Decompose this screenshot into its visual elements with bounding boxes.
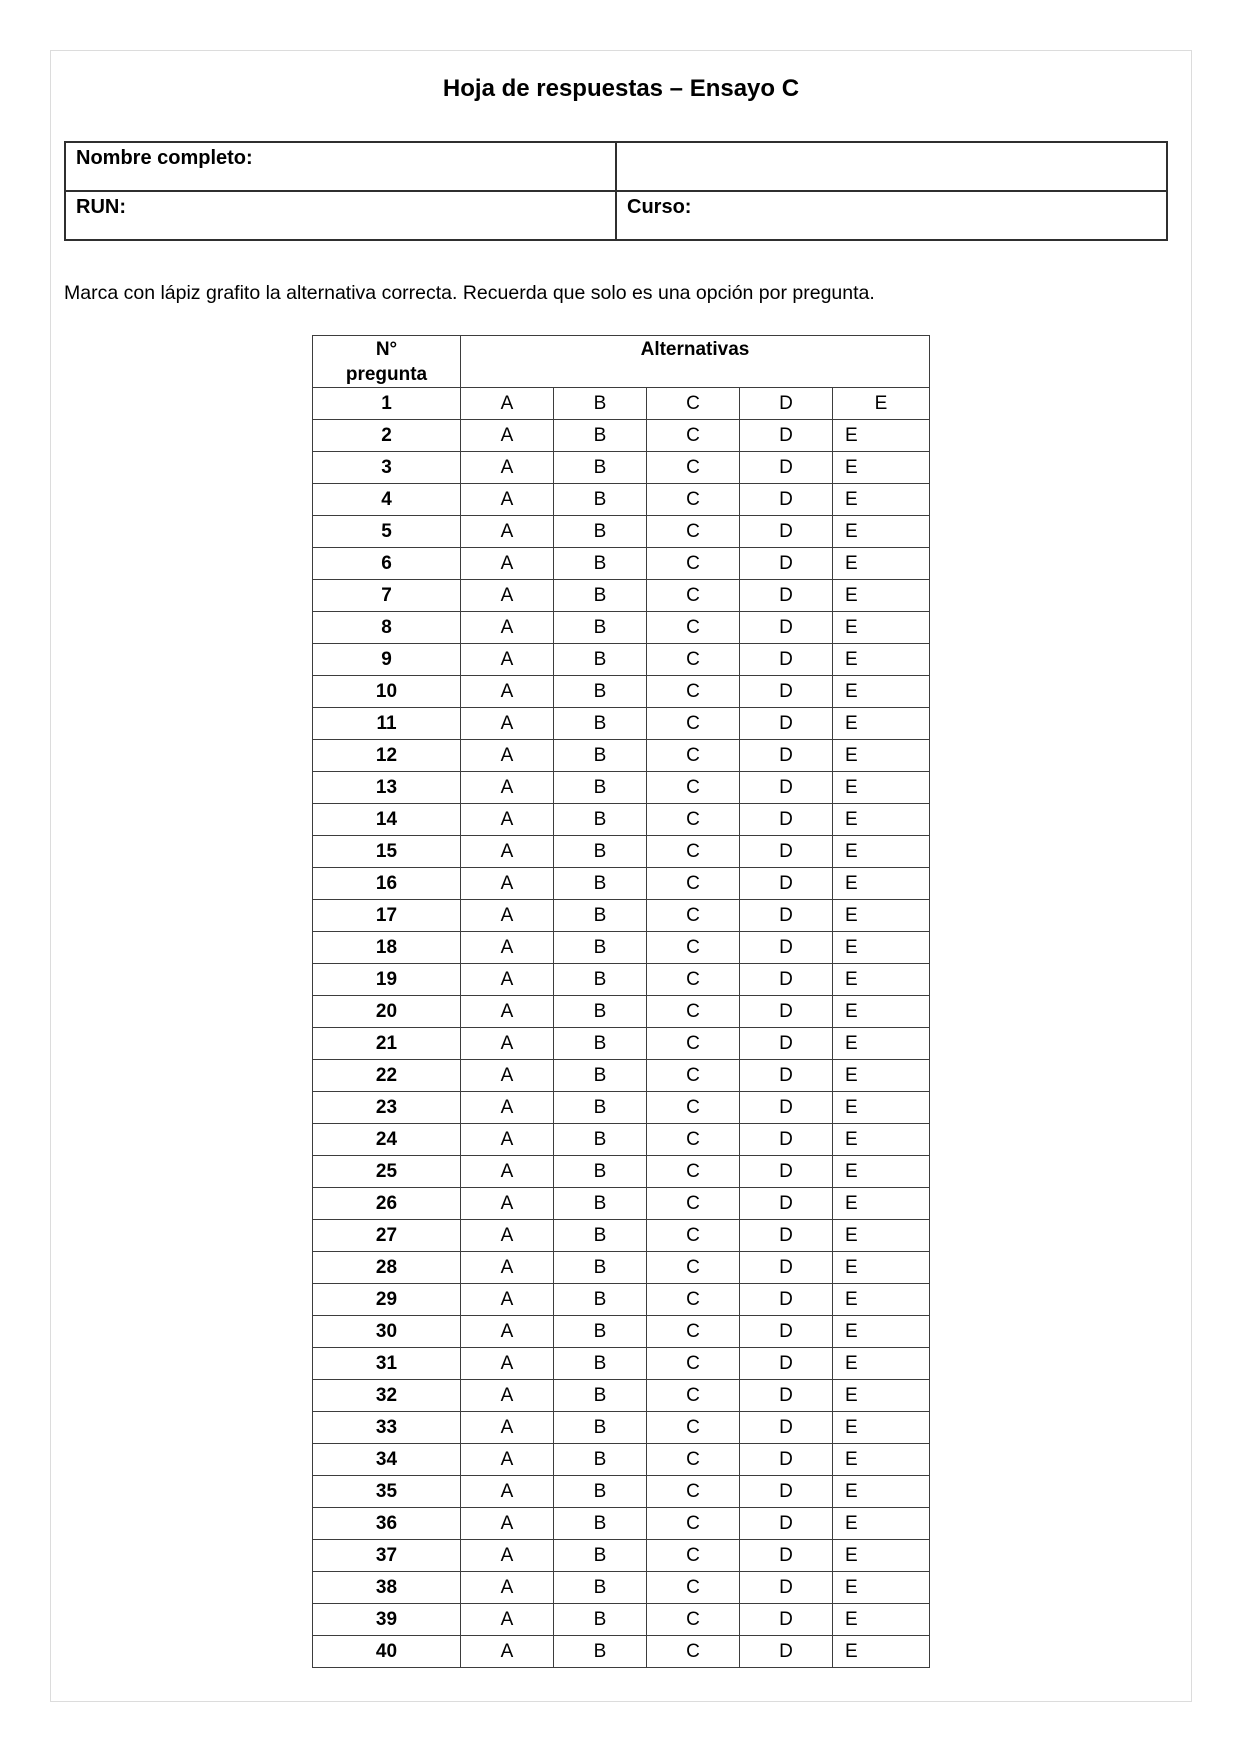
question-number: 29: [312, 1284, 460, 1316]
option-e-cell[interactable]: E: [832, 612, 929, 644]
question-number: 31: [312, 1348, 460, 1380]
option-e-cell[interactable]: E: [832, 1156, 929, 1188]
option-b-cell[interactable]: B: [553, 772, 646, 804]
answer-row: [312, 420, 929, 452]
option-d-cell[interactable]: D: [739, 708, 832, 740]
answer-row: [312, 1508, 929, 1540]
option-d-cell[interactable]: D: [739, 804, 832, 836]
option-e-cell[interactable]: E: [832, 1412, 929, 1444]
option-c-cell[interactable]: C: [646, 1028, 739, 1060]
answer-grid-table: [312, 335, 930, 1668]
option-b-cell[interactable]: B: [553, 804, 646, 836]
option-e-cell[interactable]: E: [832, 1252, 929, 1284]
option-e-cell[interactable]: E: [832, 1380, 929, 1412]
option-b-cell[interactable]: B: [553, 1252, 646, 1284]
option-b-cell[interactable]: B: [553, 484, 646, 516]
option-e-cell[interactable]: E: [832, 1284, 929, 1316]
answer-row: [312, 452, 929, 484]
option-a-cell[interactable]: A: [460, 836, 553, 868]
question-number: 40: [312, 1636, 460, 1668]
option-c-cell[interactable]: C: [646, 1412, 739, 1444]
answer-row: [312, 804, 929, 836]
question-number: 19: [312, 964, 460, 996]
option-e-cell[interactable]: E: [832, 388, 929, 420]
option-a-cell[interactable]: A: [460, 1412, 553, 1444]
question-number: 13: [312, 772, 460, 804]
question-number: 4: [312, 484, 460, 516]
option-d-cell[interactable]: D: [739, 580, 832, 612]
question-number-column-header: [312, 336, 460, 388]
option-e-cell[interactable]: E: [832, 772, 929, 804]
option-c-cell[interactable]: C: [646, 868, 739, 900]
name-value-cell[interactable]: [616, 142, 1167, 191]
info-row-name: [65, 142, 1167, 191]
option-e-cell[interactable]: E: [832, 740, 929, 772]
answer-row: [312, 1188, 929, 1220]
option-c-cell[interactable]: C: [646, 1636, 739, 1668]
option-d-cell[interactable]: D: [739, 900, 832, 932]
answer-row: [312, 1060, 929, 1092]
option-e-cell[interactable]: E: [832, 1124, 929, 1156]
option-a-cell[interactable]: A: [460, 804, 553, 836]
question-number: 28: [312, 1252, 460, 1284]
option-d-cell[interactable]: D: [739, 1028, 832, 1060]
option-b-cell[interactable]: B: [553, 580, 646, 612]
option-a-cell[interactable]: A: [460, 708, 553, 740]
option-c-cell[interactable]: C: [646, 1156, 739, 1188]
info-row-run-curso: [65, 191, 1167, 240]
option-e-cell[interactable]: E: [832, 1316, 929, 1348]
option-e-cell[interactable]: E: [832, 1636, 929, 1668]
curso-label-cell[interactable]: Curso:: [616, 191, 1167, 240]
option-a-cell[interactable]: A: [460, 1220, 553, 1252]
question-number: 18: [312, 932, 460, 964]
option-d-cell[interactable]: D: [739, 932, 832, 964]
option-c-cell[interactable]: C: [646, 1348, 739, 1380]
option-b-cell[interactable]: B: [553, 964, 646, 996]
run-label-cell[interactable]: RUN:: [65, 191, 616, 240]
option-a-cell[interactable]: A: [460, 484, 553, 516]
option-c-cell[interactable]: C: [646, 1252, 739, 1284]
option-a-cell[interactable]: A: [460, 1284, 553, 1316]
option-c-cell[interactable]: C: [646, 420, 739, 452]
option-e-cell[interactable]: E: [832, 932, 929, 964]
option-b-cell[interactable]: B: [553, 644, 646, 676]
option-a-cell[interactable]: A: [460, 996, 553, 1028]
option-e-cell[interactable]: E: [832, 676, 929, 708]
question-number: 22: [312, 1060, 460, 1092]
question-number: 7: [312, 580, 460, 612]
option-a-cell[interactable]: A: [460, 868, 553, 900]
option-e-cell[interactable]: E: [832, 1572, 929, 1604]
option-b-cell[interactable]: B: [553, 1604, 646, 1636]
question-number: 8: [312, 612, 460, 644]
option-e-cell[interactable]: E: [832, 1028, 929, 1060]
option-e-cell[interactable]: E: [832, 644, 929, 676]
option-e-cell[interactable]: E: [832, 1444, 929, 1476]
question-number: 23: [312, 1092, 460, 1124]
answer-row: [312, 548, 929, 580]
option-c-cell[interactable]: C: [646, 1476, 739, 1508]
instruction-text: Marca con lápiz grafito la alternativa correcta. Recuerda que solo es una opción por pregunta.: [64, 282, 875, 304]
option-c-cell[interactable]: C: [646, 1444, 739, 1476]
option-c-cell[interactable]: C: [646, 708, 739, 740]
answer-row: [312, 612, 929, 644]
option-d-cell[interactable]: D: [739, 1060, 832, 1092]
option-c-cell[interactable]: C: [646, 1220, 739, 1252]
option-d-cell[interactable]: D: [739, 1220, 832, 1252]
option-c-cell[interactable]: C: [646, 740, 739, 772]
option-d-cell[interactable]: D: [739, 740, 832, 772]
option-b-cell[interactable]: B: [553, 868, 646, 900]
option-d-cell[interactable]: D: [739, 1604, 832, 1636]
answer-row: [312, 868, 929, 900]
page-title: Hoja de respuestas – Ensayo C: [442, 75, 800, 102]
question-number: 2: [312, 420, 460, 452]
option-e-cell[interactable]: E: [832, 1508, 929, 1540]
option-b-cell[interactable]: B: [553, 452, 646, 484]
option-a-cell[interactable]: A: [460, 1124, 553, 1156]
option-b-cell[interactable]: B: [553, 836, 646, 868]
option-b-cell[interactable]: B: [553, 932, 646, 964]
option-e-cell[interactable]: E: [832, 964, 929, 996]
answer-row: [312, 484, 929, 516]
option-c-cell[interactable]: C: [646, 644, 739, 676]
answer-row: [312, 388, 929, 420]
option-e-cell[interactable]: E: [832, 868, 929, 900]
option-d-cell[interactable]: D: [739, 1572, 832, 1604]
option-c-cell[interactable]: C: [646, 836, 739, 868]
option-c-cell[interactable]: C: [646, 676, 739, 708]
answer-row: [312, 1316, 929, 1348]
option-e-cell[interactable]: E: [832, 708, 929, 740]
option-d-cell[interactable]: D: [739, 868, 832, 900]
question-number: 33: [312, 1412, 460, 1444]
option-a-cell[interactable]: A: [460, 900, 553, 932]
option-b-cell[interactable]: B: [553, 548, 646, 580]
option-a-cell[interactable]: A: [460, 1476, 553, 1508]
question-number: 37: [312, 1540, 460, 1572]
question-number: 17: [312, 900, 460, 932]
option-c-cell[interactable]: C: [646, 484, 739, 516]
answer-row: [312, 1284, 929, 1316]
option-b-cell[interactable]: B: [553, 1444, 646, 1476]
question-number: 14: [312, 804, 460, 836]
alternatives-column-header: Alternativas: [460, 336, 929, 388]
option-a-cell[interactable]: A: [460, 1156, 553, 1188]
option-d-cell[interactable]: D: [739, 1380, 832, 1412]
option-a-cell[interactable]: A: [460, 1028, 553, 1060]
option-e-cell[interactable]: E: [832, 452, 929, 484]
question-number: 5: [312, 516, 460, 548]
option-b-cell[interactable]: B: [553, 1572, 646, 1604]
question-number: 36: [312, 1508, 460, 1540]
option-e-cell[interactable]: E: [832, 900, 929, 932]
option-b-cell[interactable]: B: [553, 1540, 646, 1572]
student-info-table: [64, 141, 1168, 241]
option-b-cell[interactable]: B: [553, 740, 646, 772]
option-a-cell[interactable]: A: [460, 772, 553, 804]
option-c-cell[interactable]: C: [646, 1124, 739, 1156]
answer-row: [312, 964, 929, 996]
option-d-cell[interactable]: D: [739, 836, 832, 868]
option-a-cell[interactable]: A: [460, 580, 553, 612]
answer-row: [312, 516, 929, 548]
answer-row: [312, 996, 929, 1028]
answer-row: [312, 1156, 929, 1188]
option-d-cell[interactable]: D: [739, 964, 832, 996]
option-a-cell[interactable]: A: [460, 676, 553, 708]
answer-row: [312, 1348, 929, 1380]
option-a-cell[interactable]: A: [460, 740, 553, 772]
option-d-cell[interactable]: D: [739, 1348, 832, 1380]
answer-row: [312, 1476, 929, 1508]
option-b-cell[interactable]: B: [553, 1476, 646, 1508]
question-header-line1: N°: [375, 339, 398, 360]
option-c-cell[interactable]: C: [646, 1092, 739, 1124]
option-b-cell[interactable]: B: [553, 1220, 646, 1252]
option-a-cell[interactable]: A: [460, 612, 553, 644]
option-e-cell[interactable]: E: [832, 420, 929, 452]
question-number: 34: [312, 1444, 460, 1476]
option-d-cell[interactable]: D: [739, 1316, 832, 1348]
option-e-cell[interactable]: E: [832, 548, 929, 580]
option-a-cell[interactable]: A: [460, 1636, 553, 1668]
option-a-cell[interactable]: A: [460, 1380, 553, 1412]
option-c-cell[interactable]: C: [646, 1188, 739, 1220]
option-b-cell[interactable]: B: [553, 1156, 646, 1188]
option-c-cell[interactable]: C: [646, 580, 739, 612]
answer-row: [312, 772, 929, 804]
option-d-cell[interactable]: D: [739, 1540, 832, 1572]
question-number: 10: [312, 676, 460, 708]
option-d-cell[interactable]: D: [739, 612, 832, 644]
option-d-cell[interactable]: D: [739, 1124, 832, 1156]
option-b-cell[interactable]: B: [553, 900, 646, 932]
answer-row: [312, 1444, 929, 1476]
option-d-cell[interactable]: D: [739, 1252, 832, 1284]
option-c-cell[interactable]: C: [646, 772, 739, 804]
option-e-cell[interactable]: E: [832, 804, 929, 836]
option-e-cell[interactable]: E: [832, 1092, 929, 1124]
option-b-cell[interactable]: B: [553, 388, 646, 420]
answer-row: [312, 1252, 929, 1284]
option-e-cell[interactable]: E: [832, 996, 929, 1028]
answer-row: [312, 580, 929, 612]
option-c-cell[interactable]: C: [646, 452, 739, 484]
answer-row: [312, 740, 929, 772]
option-a-cell[interactable]: A: [460, 1252, 553, 1284]
option-c-cell[interactable]: C: [646, 1284, 739, 1316]
option-c-cell[interactable]: C: [646, 1060, 739, 1092]
option-e-cell[interactable]: E: [832, 1188, 929, 1220]
answer-row: [312, 836, 929, 868]
option-b-cell[interactable]: B: [553, 1348, 646, 1380]
question-number: 30: [312, 1316, 460, 1348]
option-b-cell[interactable]: B: [553, 1316, 646, 1348]
question-number: 38: [312, 1572, 460, 1604]
option-c-cell[interactable]: C: [646, 388, 739, 420]
option-a-cell[interactable]: A: [460, 548, 553, 580]
answer-row: [312, 644, 929, 676]
option-b-cell[interactable]: B: [553, 996, 646, 1028]
option-d-cell[interactable]: D: [739, 1156, 832, 1188]
option-e-cell[interactable]: E: [832, 1604, 929, 1636]
option-d-cell[interactable]: D: [739, 388, 832, 420]
answer-row: [312, 1380, 929, 1412]
option-a-cell[interactable]: A: [460, 1092, 553, 1124]
option-d-cell[interactable]: D: [739, 1284, 832, 1316]
answer-row: [312, 1636, 929, 1668]
option-d-cell[interactable]: D: [739, 1444, 832, 1476]
answer-row: [312, 932, 929, 964]
option-d-cell[interactable]: D: [739, 1412, 832, 1444]
option-e-cell[interactable]: E: [832, 1476, 929, 1508]
option-d-cell[interactable]: D: [739, 1508, 832, 1540]
option-c-cell[interactable]: C: [646, 932, 739, 964]
option-a-cell[interactable]: A: [460, 1316, 553, 1348]
option-d-cell[interactable]: D: [739, 1476, 832, 1508]
answer-grid-header-row: [312, 336, 929, 388]
question-number: 21: [312, 1028, 460, 1060]
option-a-cell[interactable]: A: [460, 964, 553, 996]
question-number: 35: [312, 1476, 460, 1508]
option-d-cell[interactable]: D: [739, 484, 832, 516]
answer-row: [312, 1092, 929, 1124]
option-d-cell[interactable]: D: [739, 452, 832, 484]
option-e-cell[interactable]: E: [832, 516, 929, 548]
option-d-cell[interactable]: D: [739, 676, 832, 708]
answer-row: [312, 1412, 929, 1444]
option-a-cell[interactable]: A: [460, 932, 553, 964]
option-d-cell[interactable]: D: [739, 420, 832, 452]
option-a-cell[interactable]: A: [460, 1604, 553, 1636]
option-a-cell[interactable]: A: [460, 1540, 553, 1572]
answer-row: [312, 1028, 929, 1060]
question-number: 26: [312, 1188, 460, 1220]
option-a-cell[interactable]: A: [460, 452, 553, 484]
option-d-cell[interactable]: D: [739, 1092, 832, 1124]
option-b-cell[interactable]: B: [553, 516, 646, 548]
option-b-cell[interactable]: B: [553, 1124, 646, 1156]
option-b-cell[interactable]: B: [553, 1380, 646, 1412]
option-a-cell[interactable]: A: [460, 420, 553, 452]
answer-row: [312, 1572, 929, 1604]
option-c-cell[interactable]: C: [646, 900, 739, 932]
question-number: 27: [312, 1220, 460, 1252]
option-c-cell[interactable]: C: [646, 1508, 739, 1540]
option-e-cell[interactable]: E: [832, 836, 929, 868]
option-a-cell[interactable]: A: [460, 1508, 553, 1540]
question-number: 12: [312, 740, 460, 772]
option-e-cell[interactable]: E: [832, 1348, 929, 1380]
option-d-cell[interactable]: D: [739, 516, 832, 548]
option-b-cell[interactable]: B: [553, 420, 646, 452]
answer-row: [312, 1604, 929, 1636]
option-c-cell[interactable]: C: [646, 1604, 739, 1636]
question-number: 9: [312, 644, 460, 676]
option-a-cell[interactable]: A: [460, 516, 553, 548]
option-a-cell[interactable]: A: [460, 388, 553, 420]
option-b-cell[interactable]: B: [553, 708, 646, 740]
answer-row: [312, 1220, 929, 1252]
option-e-cell[interactable]: E: [832, 1220, 929, 1252]
option-d-cell[interactable]: D: [739, 996, 832, 1028]
option-a-cell[interactable]: A: [460, 1444, 553, 1476]
option-a-cell[interactable]: A: [460, 1572, 553, 1604]
option-c-cell[interactable]: C: [646, 1540, 739, 1572]
answer-row: [312, 1124, 929, 1156]
name-label-cell: Nombre completo:: [65, 142, 616, 191]
question-number: 24: [312, 1124, 460, 1156]
option-b-cell[interactable]: B: [553, 1508, 646, 1540]
option-c-cell[interactable]: C: [646, 804, 739, 836]
option-d-cell[interactable]: D: [739, 644, 832, 676]
option-b-cell[interactable]: B: [553, 1284, 646, 1316]
option-c-cell[interactable]: C: [646, 1572, 739, 1604]
option-c-cell[interactable]: C: [646, 548, 739, 580]
question-number: 1: [312, 388, 460, 420]
option-e-cell[interactable]: E: [832, 1540, 929, 1572]
option-c-cell[interactable]: C: [646, 612, 739, 644]
option-d-cell[interactable]: D: [739, 772, 832, 804]
option-e-cell[interactable]: E: [832, 484, 929, 516]
option-a-cell[interactable]: A: [460, 1060, 553, 1092]
answer-row: [312, 708, 929, 740]
option-c-cell[interactable]: C: [646, 1380, 739, 1412]
question-number: 39: [312, 1604, 460, 1636]
option-b-cell[interactable]: B: [553, 1412, 646, 1444]
option-a-cell[interactable]: A: [460, 1188, 553, 1220]
option-b-cell[interactable]: B: [553, 676, 646, 708]
option-c-cell[interactable]: C: [646, 996, 739, 1028]
option-b-cell[interactable]: B: [553, 612, 646, 644]
option-b-cell[interactable]: B: [553, 1188, 646, 1220]
option-b-cell[interactable]: B: [553, 1028, 646, 1060]
option-c-cell[interactable]: C: [646, 516, 739, 548]
option-b-cell[interactable]: B: [553, 1636, 646, 1668]
question-number: 3: [312, 452, 460, 484]
option-a-cell[interactable]: A: [460, 644, 553, 676]
document-page: [50, 50, 1192, 1702]
question-number: 6: [312, 548, 460, 580]
option-e-cell[interactable]: E: [832, 1060, 929, 1092]
option-e-cell[interactable]: E: [832, 580, 929, 612]
answer-row: [312, 900, 929, 932]
question-number: 20: [312, 996, 460, 1028]
question-number: 11: [312, 708, 460, 740]
option-c-cell[interactable]: C: [646, 1316, 739, 1348]
option-a-cell[interactable]: A: [460, 1348, 553, 1380]
option-d-cell[interactable]: D: [739, 1188, 832, 1220]
question-number: 32: [312, 1380, 460, 1412]
option-d-cell[interactable]: D: [739, 1636, 832, 1668]
option-d-cell[interactable]: D: [739, 548, 832, 580]
answer-row: [312, 676, 929, 708]
option-b-cell[interactable]: B: [553, 1092, 646, 1124]
question-number: 16: [312, 868, 460, 900]
option-c-cell[interactable]: C: [646, 964, 739, 996]
question-number: 15: [312, 836, 460, 868]
answer-row: [312, 1540, 929, 1572]
question-number: 25: [312, 1156, 460, 1188]
option-b-cell[interactable]: B: [553, 1060, 646, 1092]
question-header-line2: pregunta: [345, 364, 428, 385]
